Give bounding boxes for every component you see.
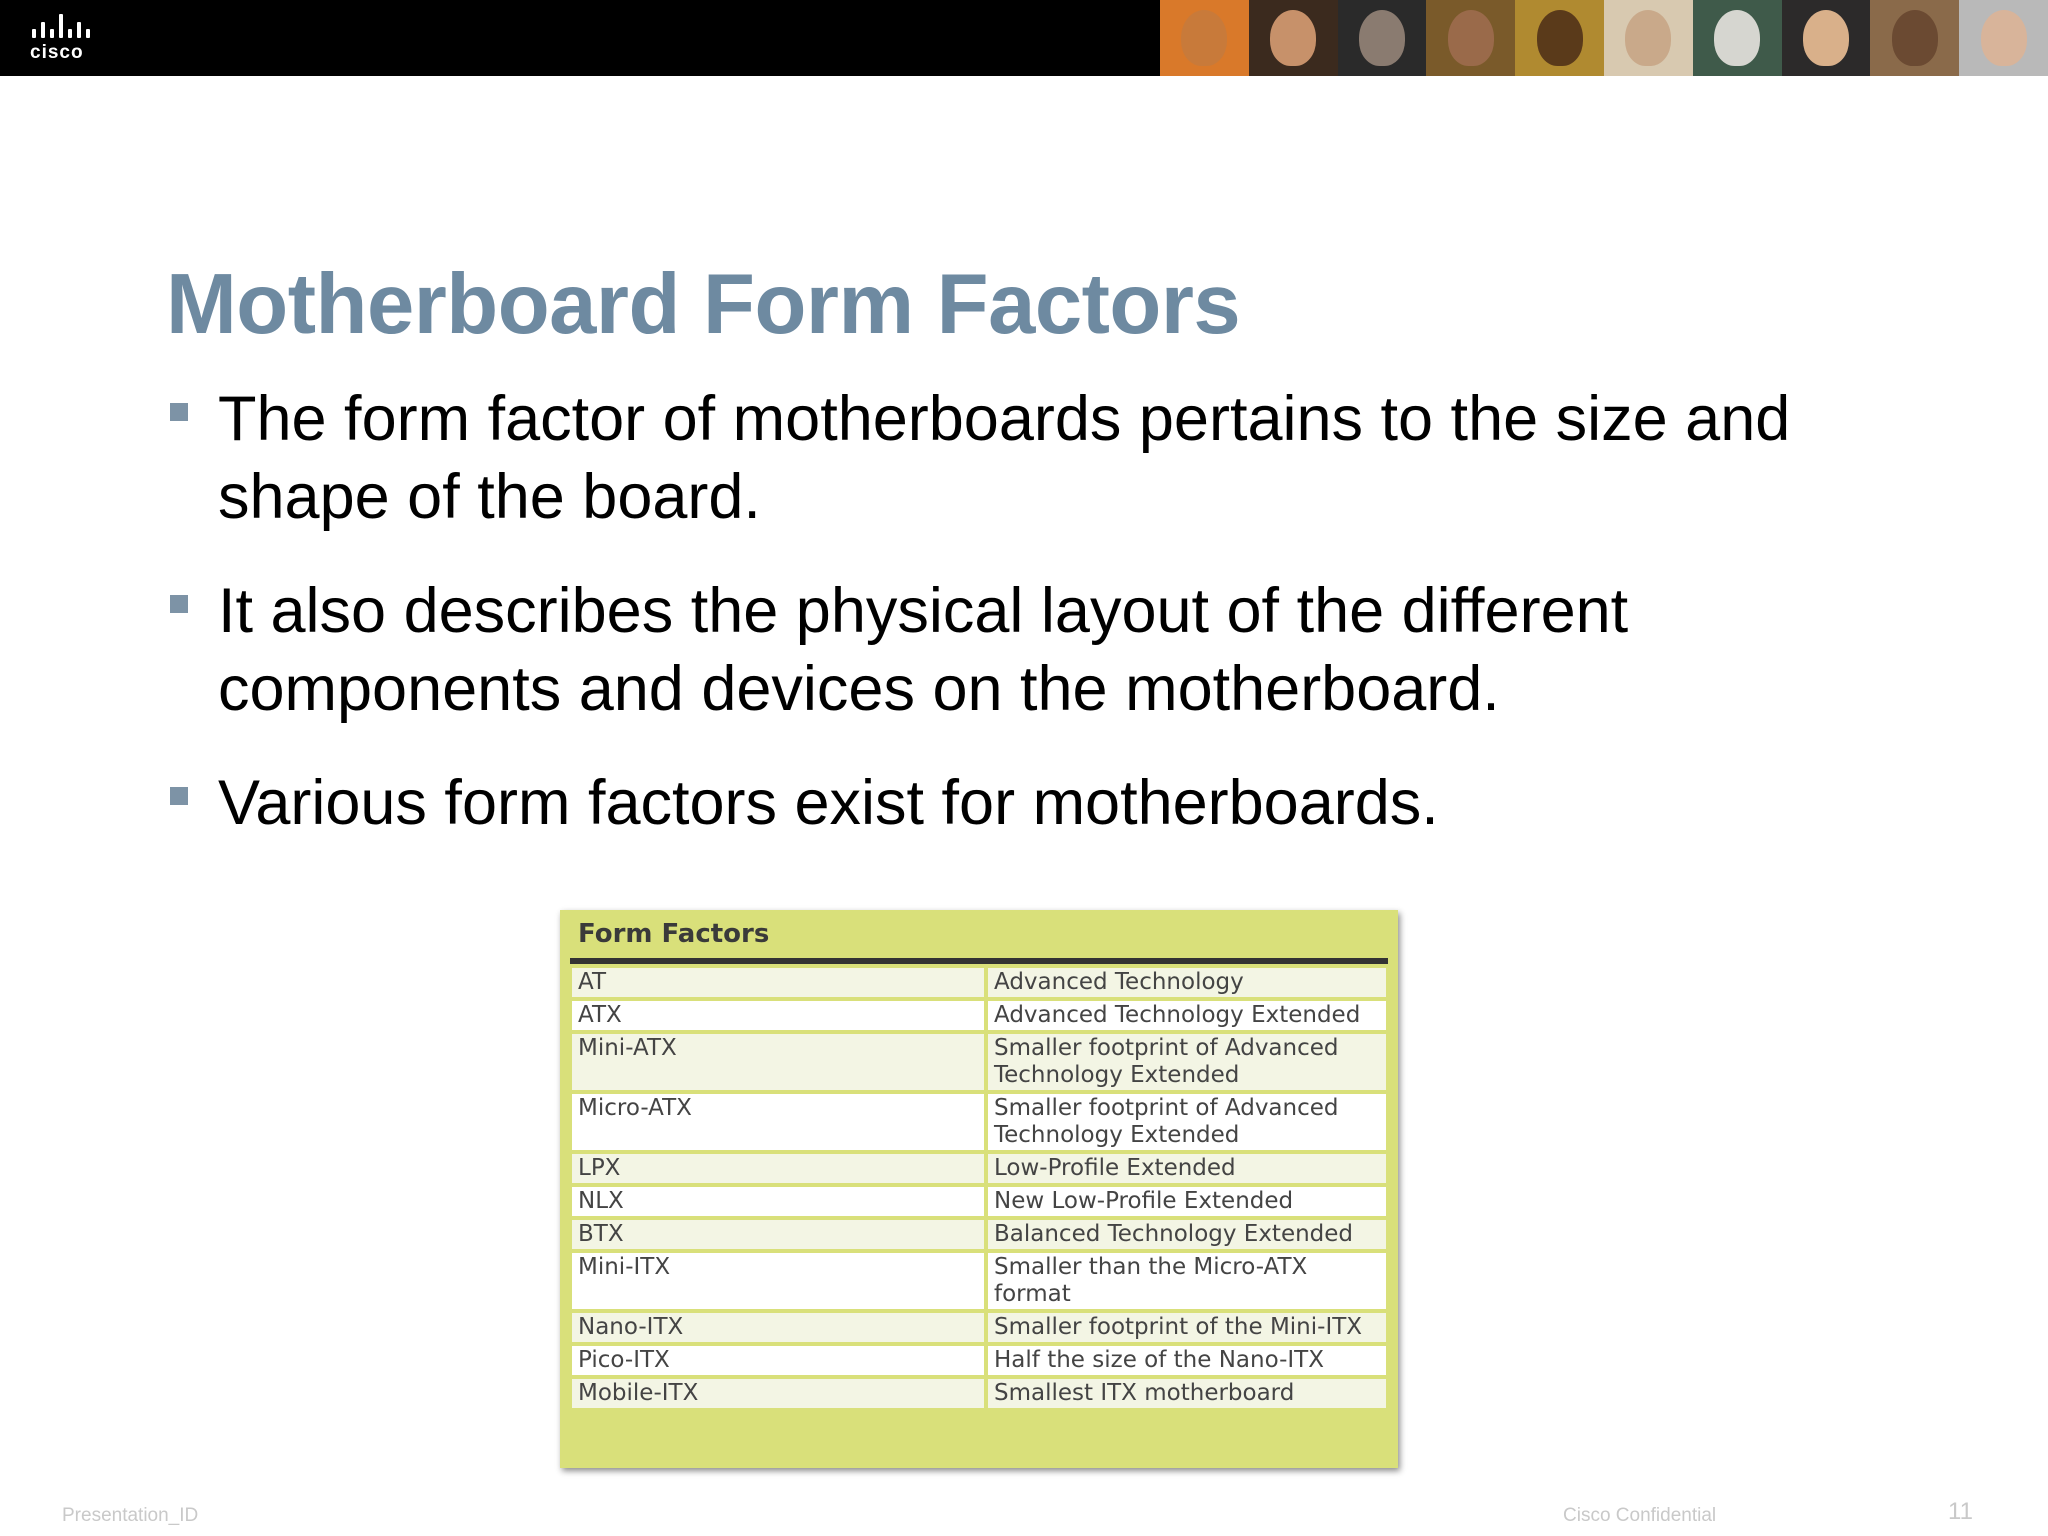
header-photo-tile (1782, 0, 1871, 76)
header-photo-tile (1604, 0, 1693, 76)
table-row (572, 968, 1386, 997)
person-photo-icon (1537, 10, 1583, 66)
bullet-list (170, 380, 1870, 878)
table-row (572, 1154, 1386, 1183)
table-row (572, 1313, 1386, 1342)
bullet-text: It also describes the physical layout of the different components and devices on the motherboard. (218, 576, 1629, 724)
header-photo-tile (1693, 0, 1782, 76)
header-photo-tile (1249, 0, 1338, 76)
form-factors-table (568, 964, 1390, 1412)
form-factor-description: Half the size of the Nano-ITX (988, 1346, 1386, 1375)
table-row (572, 1094, 1386, 1150)
table-row (572, 1379, 1386, 1408)
person-photo-icon (1181, 10, 1227, 66)
table-row (572, 1001, 1386, 1030)
form-factor-name: LPX (572, 1154, 984, 1183)
form-factor-description: Smallest ITX motherboard (988, 1379, 1386, 1408)
form-factor-name: Mobile-ITX (572, 1379, 984, 1408)
form-factor-description: New Low-Profile Extended (988, 1187, 1386, 1216)
header-photo-tile (1160, 0, 1249, 76)
form-factor-description: Low-Profile Extended (988, 1154, 1386, 1183)
page-number: 11 (1948, 1498, 1973, 1525)
person-photo-icon (1714, 10, 1760, 66)
person-photo-icon (1803, 10, 1849, 66)
form-factor-name: BTX (572, 1220, 984, 1249)
table-header: Form Factors (578, 919, 770, 949)
form-factor-name: Pico-ITX (572, 1346, 984, 1375)
table-row (572, 1220, 1386, 1249)
form-factor-description: Smaller footprint of Advanced Technology Extended (988, 1034, 1386, 1090)
cisco-logo-text: cisco (30, 42, 84, 63)
table-row (572, 1253, 1386, 1309)
form-factor-name: Micro-ATX (572, 1094, 984, 1150)
person-photo-icon (1448, 10, 1494, 66)
bullet-square-icon (170, 403, 188, 421)
header-photo-tile (1426, 0, 1515, 76)
footer-presentation-id: Presentation_ID (62, 1505, 199, 1526)
form-factor-description: Smaller footprint of the Mini-ITX (988, 1313, 1386, 1342)
table-row (572, 1346, 1386, 1375)
bullet-square-icon (170, 787, 188, 805)
top-banner (0, 0, 2048, 76)
form-factor-name: Nano-ITX (572, 1313, 984, 1342)
form-factors-table-card (560, 910, 1398, 1468)
form-factor-description: Advanced Technology (988, 968, 1386, 997)
header-photo-tile (1959, 0, 2048, 76)
form-factor-description: Smaller footprint of Advanced Technology Extended (988, 1094, 1386, 1150)
bullet-square-icon (170, 595, 188, 613)
slide-title: Motherboard Form Factors (166, 257, 1241, 352)
person-photo-icon (1981, 10, 2027, 66)
header-photo-tile (1870, 0, 1959, 76)
bullet-text: The form factor of motherboards pertains to the size and shape of the board. (218, 384, 1791, 532)
form-factor-name: Mini-ATX (572, 1034, 984, 1090)
header-photo-strip (1160, 0, 2048, 76)
bullet-item (170, 572, 1870, 728)
form-factor-name: Mini-ITX (572, 1253, 984, 1309)
person-photo-icon (1270, 10, 1316, 66)
person-photo-icon (1625, 10, 1671, 66)
bullet-text: Various form factors exist for motherboards. (218, 768, 1439, 838)
form-factor-description: Balanced Technology Extended (988, 1220, 1386, 1249)
person-photo-icon (1359, 10, 1405, 66)
header-photo-tile (1515, 0, 1604, 76)
form-factor-name: AT (572, 968, 984, 997)
person-photo-icon (1892, 10, 1938, 66)
table-row (572, 1187, 1386, 1216)
form-factor-name: ATX (572, 1001, 984, 1030)
header-photo-tile (1338, 0, 1427, 76)
form-factor-description: Advanced Technology Extended (988, 1001, 1386, 1030)
form-factor-description: Smaller than the Micro-ATX format (988, 1253, 1386, 1309)
form-factor-name: NLX (572, 1187, 984, 1216)
footer-confidential: Cisco Confidential (1563, 1505, 1717, 1526)
table-row (572, 1034, 1386, 1090)
bullet-item (170, 380, 1870, 536)
cisco-logo-bars-icon (32, 14, 120, 38)
bullet-item (170, 764, 1870, 842)
cisco-logo (30, 14, 120, 64)
